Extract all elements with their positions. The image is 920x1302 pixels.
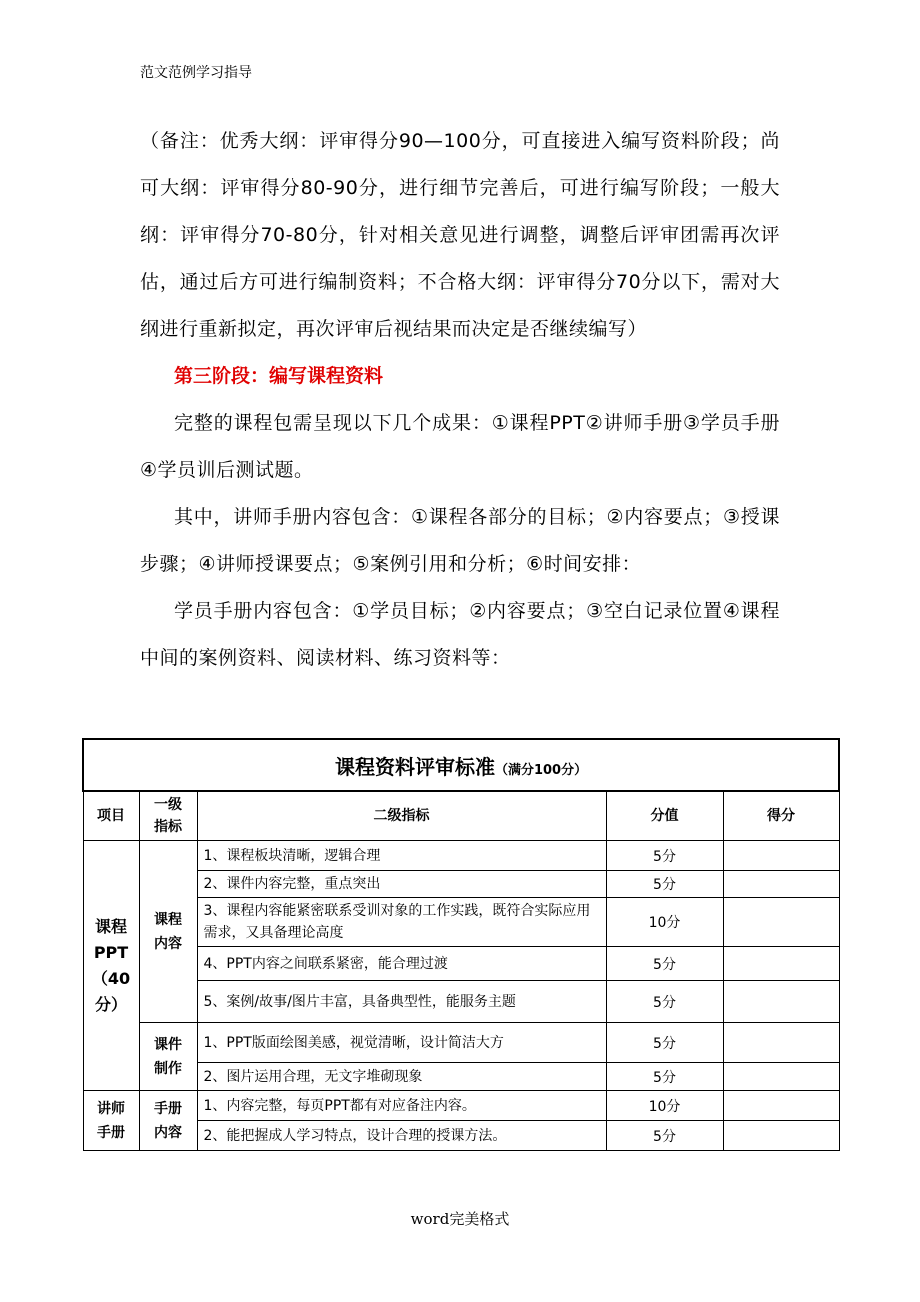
criterion-value: 5分 (606, 1121, 723, 1151)
header-level1-line2: 指标 (154, 819, 182, 835)
table-title-main: 课程资料评审标准 (334, 754, 495, 779)
course-content-line2: 内容 (154, 935, 182, 952)
level1-course-content (139, 841, 197, 1023)
course-content-line1: 课程 (154, 911, 182, 928)
section-title: 第三阶段：编写课程资料 (174, 365, 384, 387)
table-row (83, 1063, 839, 1091)
score-cell[interactable] (723, 1091, 839, 1121)
header-level1-line1: 一级 (154, 797, 182, 813)
page-footer: word完美格式 (410, 1210, 510, 1228)
criterion-value: 10分 (606, 1091, 723, 1121)
criterion-text: 4、PPT内容之间联系紧密，能合理过渡 (197, 947, 606, 981)
criterion-value: 5分 (606, 1063, 723, 1091)
group-manual-line2: 手册 (97, 1124, 125, 1141)
header-value: 分值 (606, 791, 723, 841)
group-ppt-line4: 分） (94, 994, 127, 1014)
criterion-text: 2、图片运用合理，无文字堆砌现象 (197, 1063, 606, 1091)
level1-courseware-making (139, 1023, 197, 1091)
table-row (83, 898, 839, 947)
table-row (83, 1023, 839, 1063)
criterion-text: 3、课程内容能紧密联系受训对象的工作实践，既符合实际应用需求，又具备理论高度 (197, 898, 606, 947)
note-paragraph: （备注：优秀大纲：评审得分90—100分，可直接进入编写资料阶段；尚可大纲：评审得分80-90分，进行细节完善后，可进行编写阶段；一般大纲：评审得分70-80分，针对相关意见进行调整，调整后评审团需再次评估，通过后方可进行编制资料；不合格大纲：评审得分70分以下，需对大纲进行重新拟定，再次评审后视结果而决定是否继续编写） (140, 130, 780, 340)
table-header-row (83, 791, 839, 841)
score-cell[interactable] (723, 871, 839, 898)
score-cell[interactable] (723, 981, 839, 1023)
criterion-value: 5分 (606, 1023, 723, 1063)
criterion-value: 5分 (606, 947, 723, 981)
group-ppt-line1: 课程 (94, 916, 127, 936)
header-level1 (139, 791, 197, 841)
criterion-text: 2、课件内容完整，重点突出 (197, 871, 606, 898)
criterion-value: 10分 (606, 898, 723, 947)
score-cell[interactable] (723, 898, 839, 947)
score-cell[interactable] (723, 1121, 839, 1151)
criterion-text: 1、内容完整，每页PPT都有对应备注内容。 (197, 1091, 606, 1121)
score-cell[interactable] (723, 841, 839, 871)
courseware-making-line2: 制作 (154, 1060, 182, 1077)
lecturer-manual-paragraph: 其中，讲师手册内容包含：①课程各部分的目标；②内容要点；③授课步骤；④讲师授课要点；⑤案例引用和分析；⑥时间安排： (140, 506, 780, 575)
student-manual-paragraph: 学员手册内容包含：①学员目标；②内容要点；③空白记录位置④课程中间的案例资料、阅读材料、练习资料等： (140, 600, 780, 669)
score-cell[interactable] (723, 1023, 839, 1063)
courseware-making-line1: 课件 (154, 1036, 182, 1053)
score-cell[interactable] (723, 1063, 839, 1091)
table-row (83, 947, 839, 981)
criterion-value: 5分 (606, 841, 723, 871)
header-item: 项目 (83, 791, 139, 841)
group-ppt-line3: （40 (91, 968, 131, 988)
group-label-manual (83, 1091, 139, 1151)
group-manual-line1: 讲师 (97, 1100, 125, 1117)
page-header: 范文范例学习指导 (140, 65, 252, 81)
document-body (140, 118, 780, 682)
manual-content-line2: 内容 (154, 1124, 182, 1141)
deliverables-paragraph: 完整的课程包需呈现以下几个成果：①课程PPT②讲师手册③学员手册④学员训后测试题。 (140, 412, 780, 481)
group-label-ppt (83, 841, 139, 1091)
table-row (83, 841, 839, 871)
table-row (83, 981, 839, 1023)
table-title (83, 739, 839, 791)
table-title-sub: （满分100分） (494, 762, 588, 778)
score-cell[interactable] (723, 947, 839, 981)
header-level2: 二级指标 (197, 791, 606, 841)
group-ppt-line2: PPT (93, 942, 129, 962)
table-row (83, 1091, 839, 1121)
criterion-value: 5分 (606, 871, 723, 898)
criterion-text: 1、PPT版面绘图美感，视觉清晰，设计简洁大方 (197, 1023, 606, 1063)
level1-manual-content (139, 1091, 197, 1151)
table-row (83, 1121, 839, 1151)
criterion-text: 2、能把握成人学习特点，设计合理的授课方法。 (197, 1121, 606, 1151)
manual-content-line1: 手册 (154, 1100, 182, 1117)
criterion-text: 5、案例/故事/图片丰富，具备典型性，能服务主题 (197, 981, 606, 1023)
review-criteria-table (82, 738, 840, 1151)
header-score: 得分 (723, 791, 839, 841)
table-row (83, 871, 839, 898)
criterion-text: 1、课程板块清晰，逻辑合理 (197, 841, 606, 871)
criterion-value: 5分 (606, 981, 723, 1023)
